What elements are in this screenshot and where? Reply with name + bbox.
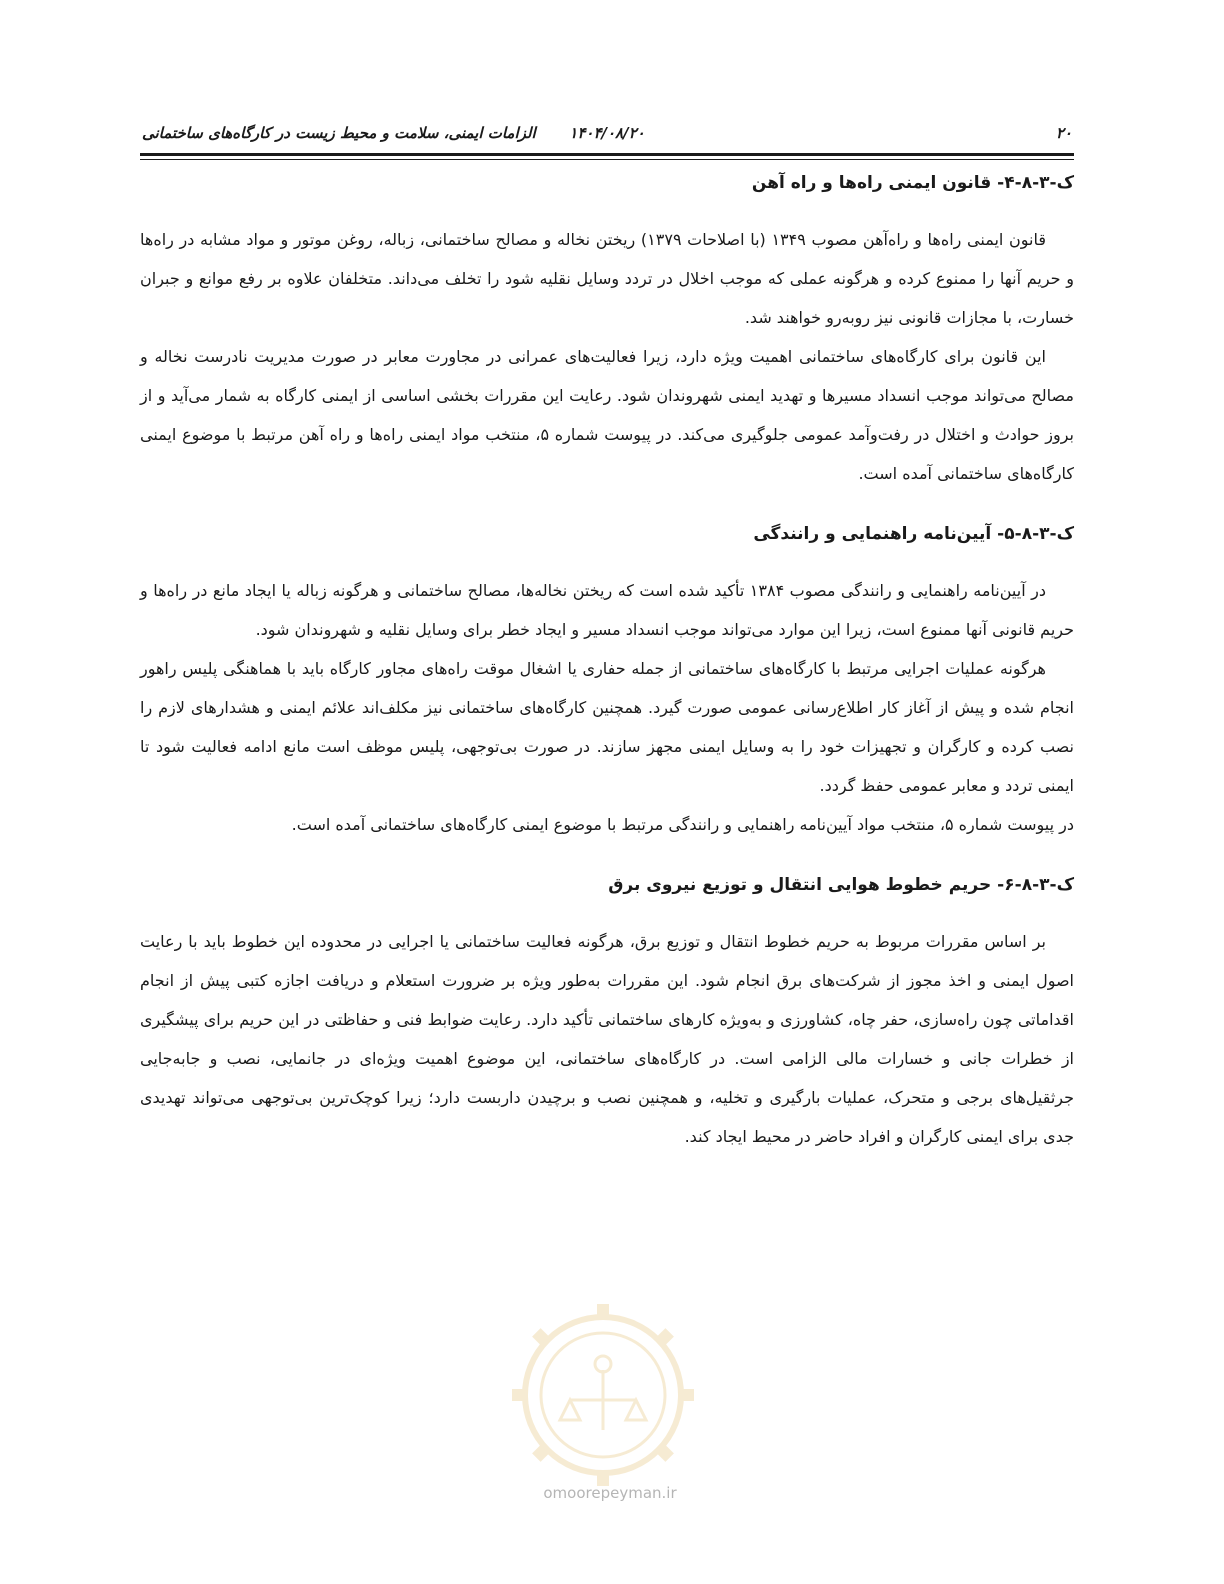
page-number: ۲۰ [1055,124,1072,142]
paragraph: هرگونه عملیات اجرایی مرتبط با کارگاه‌های ساختمانی از جمله حفاری یا اشغال موقت راه‌های مجاور کارگاه باید با هماهنگی پلیس راهور انجام شده و پیش از آغاز کار اطلاع‌رسانی عمومی صورت گیرد. همچنین کارگاه‌های ساختمانی نیز مکلف‌اند علائم ایمنی و هشدارهای لازم را نصب کرده و کارگران و تجهیزات خود را به وسایل ایمنی مجهز سازند. در صورت بی‌توجهی، پلیس موظف است مانع ادامه فعالیت شود تا ایمنی تردد و معابر عمومی حفظ گردد. [140,659,1074,795]
header-date: ۱۴۰۴/۰۸/۲۰ [569,124,645,142]
watermark-logo-icon [498,1290,708,1500]
section-heading: ک-۳-۸-۵- آیین‌نامه راهنمایی و رانندگی [753,524,1074,544]
document-body [140,168,1074,1156]
paragraph: بر اساس مقررات مربوط به حریم خطوط انتقال و توزیع برق، هرگونه فعالیت ساختمانی یا اجرایی در محدوده این خطوط باید با رعایت اصول ایمنی و اخذ مجوز از شرکت‌های برق انجام شود. این مقررات به‌طور ویژه بر ضرورت استعلام و دریافت اجازه کتبی پیش از انجام اقداماتی چون راه‌سازی، حفر چاه، کشاورزی و به‌ویژه کارهای ساختمانی تأکید دارد. رعایت ضوابط فنی و حفاظتی در این حریم برای پیشگیری از خطرات جانی و خسارات مالی الزامی است. در کارگاه‌های ساختمانی، این موضوع اهمیت ویژه‌ای در جانمایی، نصب و جابه‌جایی جرثقیل‌های برجی و متحرک، عملیات بارگیری و تخلیه، و همچنین نصب و برچیدن داربست دارد؛ زیرا کوچک‌ترین بی‌توجهی می‌تواند تهدیدی جدی برای ایمنی کارگران و افراد حاضر در محیط ایجاد کند. [140,932,1074,1146]
section-heading: ک-۳-۸-۴- قانون ایمنی راه‌ها و راه آهن [751,173,1074,193]
paragraph: قانون ایمنی راه‌ها و راه‌آهن مصوب ۱۳۴۹ (با اصلاحات ۱۳۷۹) ریختن نخاله و مصالح ساختمانی، زباله، روغن موتور و مواد مشابه در راه‌ها و حریم آنها را ممنوع کرده و هرگونه عملی که موجب اخلال در تردد وسایل نقلیه شود را تخلف می‌داند. متخلفان علاوه بر رفع موانع و جبران خسارت، با مجازات قانونی نیز روبه‌رو خواهند شد. [140,230,1074,327]
watermark-url: omoorepeyman.ir [543,1484,677,1502]
running-header [140,120,1074,150]
paragraph: در پیوست شماره ۵، منتخب مواد آیین‌نامه راهنمایی و رانندگی مرتبط با موضوع ایمنی کارگاه‌های ساختمانی آمده است. [291,815,1074,834]
header-title: الزامات ایمنی، سلامت و محیط زیست در کارگاه‌های ساختمانی [142,124,536,142]
header-rule [140,153,1074,156]
paragraph: در آیین‌نامه راهنمایی و رانندگی مصوب ۱۳۸۴ تأکید شده است که ریختن نخاله‌ها، مصالح ساختمانی و هرگونه زباله یا ایجاد مانع در راه‌ها و حریم قانونی آنها ممنوع است، زیرا این موارد می‌تواند موجب انسداد مسیر و ایجاد خطر برای وسایل نقلیه و شهروندان شود. [140,581,1074,639]
header-rule-thin [140,159,1074,160]
section-heading: ک-۳-۸-۶- حریم خطوط هوایی انتقال و توزیع نیروی برق [608,875,1074,895]
paragraph: این قانون برای کارگاه‌های ساختمانی اهمیت ویژه دارد، زیرا فعالیت‌های عمرانی در مجاورت معابر در صورت مدیریت نادرست نخاله و مصالح می‌تواند موجب انسداد مسیرها و تهدید ایمنی شهروندان شود. رعایت این مقررات بخشی اساسی از ایمنی کارگاه به شمار می‌آید و از بروز حوادث و اختلال در رفت‌وآمد عمومی جلوگیری می‌کند. در پیوست شماره ۵، منتخب مواد ایمنی راه‌ها و راه آهن مرتبط با موضوع ایمنی کارگاه‌های ساختمانی آمده است. [140,347,1074,483]
